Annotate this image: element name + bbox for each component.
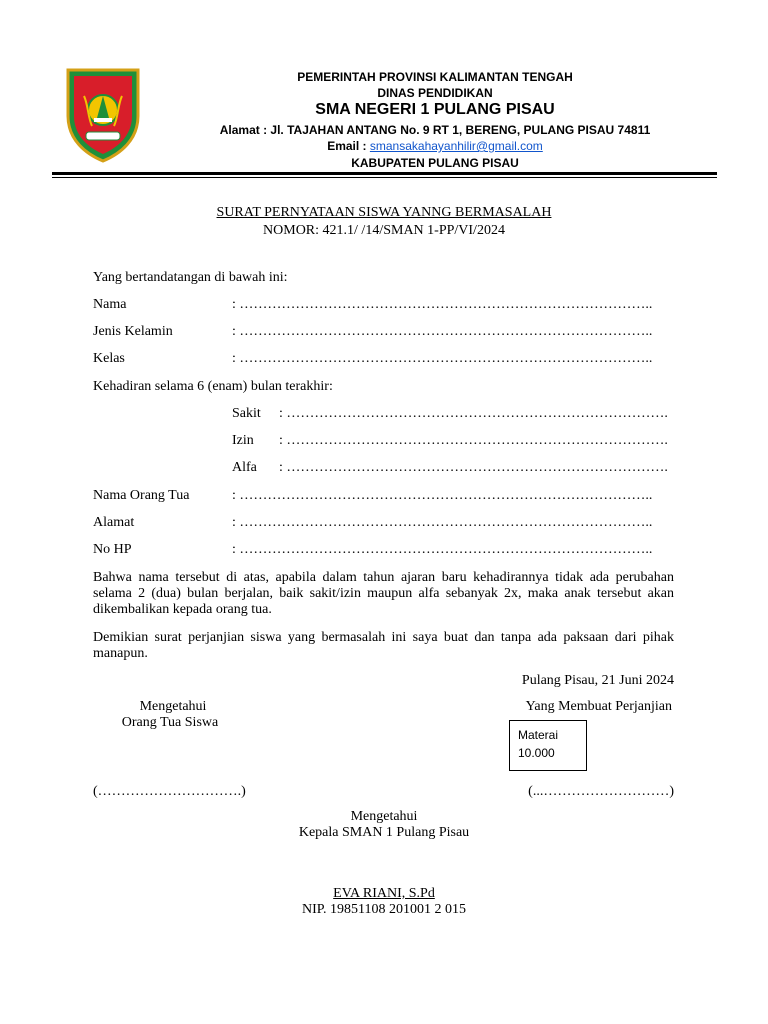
header-divider-thick: [52, 172, 717, 175]
field-label-no-hp: No HP: [93, 542, 132, 557]
field-blank-izin: : ……………………………………………………………………….: [279, 433, 668, 448]
school-address: Alamat : Jl. TAJAHAN ANTANG No. 9 RT 1, BERENG, PULANG PISAU 74811: [219, 123, 651, 137]
header-divider-thin: [52, 177, 717, 178]
field-blank-jenis-kelamin: : ……………………………………………………………………………..: [232, 324, 653, 339]
materai-value: 10.000: [518, 746, 555, 760]
principal-acknowledge-label: Mengetahui: [350, 809, 418, 824]
statement-paragraph: Bahwa nama tersebut di atas, apabila dalam tahun ajaran baru kehadirannya tidak ada perubahan selama 2 (dua) bulan berjalan, baik sakit/izin maupun alfa sebanyak 2x, maka anak tersebut akan dikembalikan kepada orang tua.: [93, 570, 674, 617]
materai-label: Materai: [518, 728, 559, 742]
maker-title: Yang Membuat Perjanjian: [525, 699, 672, 714]
field-blank-nama-orang-tua: : ……………………………………………………………………………..: [232, 488, 653, 503]
field-blank-sakit: : ……………………………………………………………………….: [279, 406, 668, 421]
parent-title: Orang Tua Siswa: [121, 715, 219, 730]
field-label-nama: Nama: [93, 297, 127, 312]
maker-signature-blank: (...………………………): [528, 784, 674, 799]
department-line: DINAS PENDIDIKAN: [377, 86, 493, 100]
document-number: NOMOR: 421.1/ /14/SMAN 1-PP/VI/2024: [263, 223, 505, 238]
field-label-alfa: Alfa: [232, 460, 257, 475]
field-label-nama-orang-tua: Nama Orang Tua: [93, 488, 190, 503]
email-link[interactable]: smansakahayanhilir@gmail.com: [369, 139, 543, 153]
school-name: SMA NEGERI 1 PULANG PISAU: [315, 101, 555, 118]
provincial-emblem-logo: [64, 66, 142, 164]
principal-nip: NIP. 19851108 201001 2 015: [302, 902, 466, 917]
email-line: [150, 139, 720, 153]
field-label-sakit: Sakit: [232, 406, 261, 421]
document-title: SURAT PERNYATAAN SISWA YANNG BERMASALAH: [216, 205, 552, 220]
field-blank-no-hp: : ……………………………………………………………………………..: [232, 542, 653, 557]
closing-paragraph: Demikian surat perjanjian siswa yang bermasalah ini saya buat dan tanpa ada paksaan dari pihak manapun.: [93, 630, 674, 661]
field-blank-nama: : ……………………………………………………………………………..: [232, 297, 653, 312]
field-label-alamat: Alamat: [93, 515, 135, 530]
field-label-izin: Izin: [232, 433, 254, 448]
place-date: Pulang Pisau, 21 Juni 2024: [521, 673, 674, 688]
field-blank-alamat: : ……………………………………………………………………………..: [232, 515, 653, 530]
parent-signature-blank: (………………………….): [93, 784, 246, 799]
stamp-duty-box: [509, 720, 587, 771]
field-blank-kelas: : ……………………………………………………………………………..: [232, 351, 653, 366]
district-line: KABUPATEN PULANG PISAU: [351, 156, 519, 170]
intro-text: Yang bertandatangan di bawah ini:: [93, 270, 288, 285]
gov-line: PEMERINTAH PROVINSI KALIMANTAN TENGAH: [297, 70, 573, 84]
field-label-kelas: Kelas: [93, 351, 125, 366]
field-blank-alfa: : ……………………………………………………………………….: [279, 460, 668, 475]
field-label-jenis-kelamin: Jenis Kelamin: [93, 324, 173, 339]
field-label-kehadiran: Kehadiran selama 6 (enam) bulan terakhir:: [93, 379, 333, 394]
principal-name: EVA RIANI, S.Pd: [333, 886, 435, 901]
parent-acknowledge-label: Mengetahui: [139, 699, 207, 714]
principal-title: Kepala SMAN 1 Pulang Pisau: [298, 825, 470, 840]
email-label: Email :: [327, 139, 370, 153]
